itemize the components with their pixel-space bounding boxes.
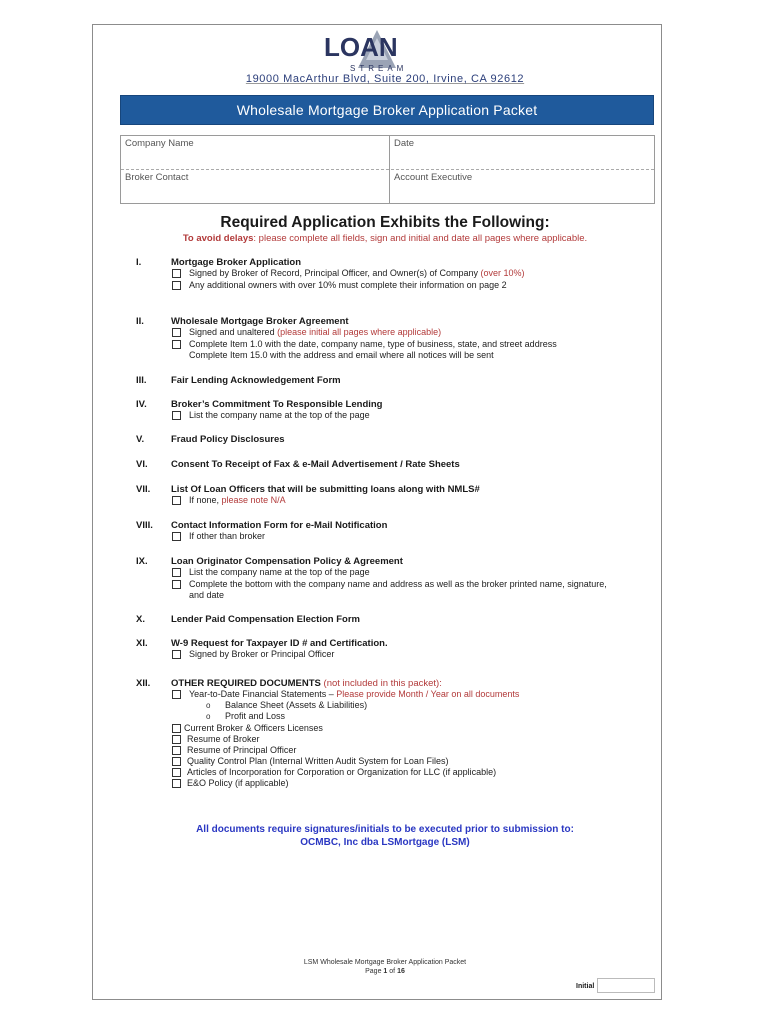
checkbox[interactable]: [172, 281, 181, 290]
initial-label: Initial: [576, 983, 595, 990]
bullet-icon: o: [206, 701, 211, 710]
logo-word: LOAN: [324, 32, 398, 62]
checkbox[interactable]: [172, 411, 181, 420]
company-name-label: Company Name: [125, 138, 194, 149]
checkbox[interactable]: [172, 532, 181, 541]
info-table: [120, 135, 655, 204]
footer-page-number: Page 1 of 16: [365, 968, 405, 975]
bullet-icon: o: [206, 712, 211, 721]
initial-field[interactable]: [597, 978, 655, 993]
banner-title: Wholesale Mortgage Broker Application Packet: [120, 95, 654, 125]
broker-contact-label: Broker Contact: [125, 172, 189, 183]
checkbox[interactable]: [172, 580, 181, 589]
checkbox[interactable]: [172, 690, 181, 699]
checkbox[interactable]: [172, 757, 181, 766]
loanstream-logo: [322, 28, 432, 74]
logo-sub: STREAM: [350, 64, 408, 73]
checkbox[interactable]: [172, 650, 181, 659]
address: 19000 MacArthur Blvd, Suite 200, Irvine, CA 92612: [245, 73, 525, 85]
divider: [121, 169, 654, 172]
exhibits-heading: Required Application Exhibits the Following:: [220, 214, 550, 231]
footer-doc-title: LSM Wholesale Mortgage Broker Application Packet: [303, 959, 467, 966]
checkbox[interactable]: [172, 568, 181, 577]
checkbox[interactable]: [172, 746, 181, 755]
closing-line-1: All documents require signatures/initials to be executed prior to submission to:: [196, 824, 574, 835]
account-executive-label: Account Executive: [394, 172, 473, 183]
checkbox[interactable]: [172, 735, 181, 744]
checkbox[interactable]: [172, 269, 181, 278]
closing-line-2: OCMBC, Inc dba LSMortgage (LSM): [300, 837, 470, 848]
checkbox[interactable]: [172, 768, 181, 777]
checkbox[interactable]: [172, 328, 181, 337]
exhibits-subheading: To avoid delays: please complete all fields, sign and initial and date all pages where applicable.: [182, 233, 588, 244]
checkbox[interactable]: [172, 496, 181, 505]
date-label: Date: [394, 138, 415, 149]
checkbox[interactable]: [172, 340, 181, 349]
checkbox[interactable]: [172, 779, 181, 788]
checkbox[interactable]: [172, 724, 181, 733]
